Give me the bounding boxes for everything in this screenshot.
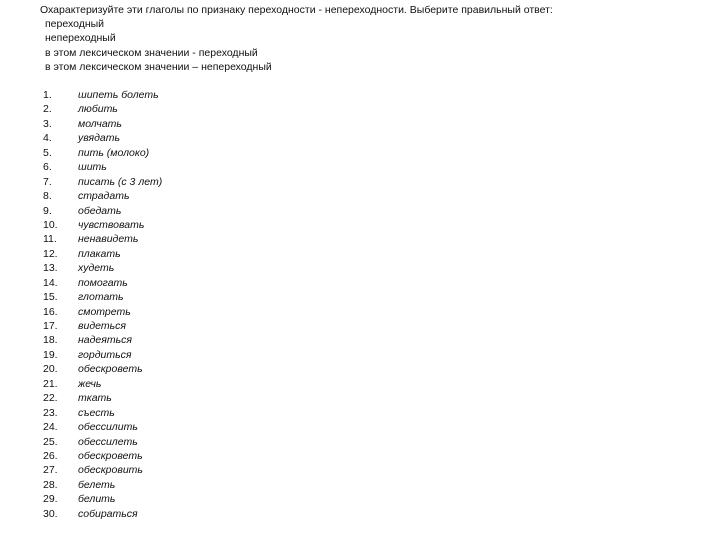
- item-number: 15.: [43, 291, 58, 304]
- item-number: 17.: [43, 320, 58, 332]
- verb-text: шипеть болеть: [78, 89, 159, 101]
- verb-text: обедать: [78, 204, 122, 217]
- option-lexical-intransitive: в этом лексическом значении – непереходный: [45, 61, 272, 74]
- item-number: 25.: [43, 435, 58, 448]
- item-number: 14.: [43, 276, 58, 289]
- item-number: 29.: [43, 493, 58, 506]
- option-intransitive: непереходный: [45, 32, 116, 45]
- item-number: 21.: [43, 377, 58, 390]
- item-number: 23.: [43, 406, 58, 419]
- verb-text: съесть: [78, 406, 115, 419]
- verb-text: обескроветь: [78, 363, 143, 376]
- item-number: 24.: [43, 421, 58, 434]
- verb-text: гордиться: [78, 348, 132, 361]
- verb-text: обескроветь: [78, 449, 143, 462]
- verb-text: молчать: [78, 117, 122, 130]
- verb-text: плакать: [78, 247, 121, 260]
- verb-text: видеться: [78, 320, 126, 332]
- item-number: 10.: [43, 218, 58, 231]
- item-number: 13.: [43, 262, 58, 275]
- verb-text: писать (с 3 лет): [78, 175, 163, 188]
- item-number: 16.: [43, 305, 58, 318]
- verb-text: белить: [78, 493, 116, 506]
- verb-text: глотать: [78, 291, 124, 304]
- item-number: 8.: [43, 190, 52, 203]
- item-number: 20.: [43, 363, 58, 376]
- verb-text: собираться: [78, 507, 138, 520]
- item-number: 9.: [43, 204, 52, 217]
- verb-text: обессилить: [78, 421, 138, 434]
- item-number: 4.: [43, 132, 52, 145]
- verb-text: любить: [78, 103, 118, 116]
- verb-text: чувствовать: [78, 218, 145, 231]
- item-number: 5.: [43, 146, 52, 159]
- verb-text: помогать: [78, 276, 128, 289]
- answer-options: [45, 17, 272, 75]
- verb-text: ненавидеть: [78, 233, 139, 246]
- option-transitive: переходный: [45, 18, 105, 30]
- item-number: 19.: [43, 348, 58, 361]
- verb-text: худеть: [78, 262, 115, 275]
- item-number: 6.: [43, 161, 52, 174]
- item-number: 27.: [43, 464, 58, 477]
- verb-text: пить (молоко): [78, 146, 150, 159]
- verb-text: смотреть: [78, 305, 131, 318]
- item-number: 1.: [43, 89, 52, 101]
- task-prompt: Охарактеризуйте эти глаголы по признаку переходности - непереходности. Выберите правильный ответ:: [40, 4, 553, 16]
- verb-text: обессилеть: [78, 435, 138, 448]
- item-number: 11.: [43, 233, 57, 246]
- item-number: 28.: [43, 478, 58, 491]
- verb-text: белеть: [78, 478, 116, 491]
- item-number: 3.: [43, 117, 52, 130]
- verb-text: обескровить: [78, 464, 143, 477]
- item-number: 22.: [43, 392, 58, 405]
- verb-text: жечь: [78, 377, 102, 390]
- item-number: 18.: [43, 334, 58, 347]
- verb-text: шить: [78, 161, 107, 174]
- verb-text: ткать: [78, 392, 112, 405]
- option-lexical-transitive: в этом лексическом значении - переходный: [45, 46, 258, 59]
- item-number: 7.: [43, 175, 52, 188]
- item-number: 2.: [43, 103, 52, 116]
- verb-text: увядать: [78, 132, 121, 145]
- verb-text: надеяться: [78, 334, 132, 347]
- item-number: 26.: [43, 449, 58, 462]
- item-number: 12.: [43, 247, 58, 260]
- item-number: 30.: [43, 507, 58, 520]
- verb-text: страдать: [78, 190, 130, 203]
